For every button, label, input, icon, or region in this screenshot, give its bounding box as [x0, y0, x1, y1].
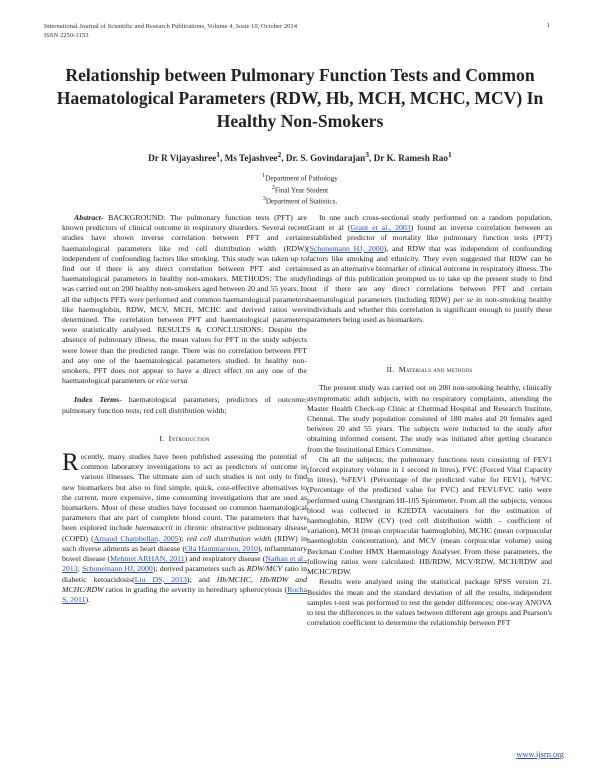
citation-link[interactable]: Mehmet ARHAN, 2011	[110, 554, 185, 564]
methods-paragraph: The present study was carried out on 200 non-smoking healthy, clinically asymptomatic adult subjects, with no respiratory complaints, attending the Master Health Check-up Clinic at Chettinad Hospital and Research Institute, Chennai. The study population consisted of 180 males and 20 females aged between 20 and 55 years. The subjects were inducted to the study after obtaining informed consent. The study was initiated after getting clearance from the Institutional Ethics Committee.	[307, 383, 552, 454]
right-column	[307, 213, 552, 628]
text-run: in chronic obstructive pulmonary disease (COPD) (	[62, 523, 307, 543]
text-run: ratio in diabetic ketoacidosis(	[62, 564, 307, 584]
text-run: (RDW) in such diverse ailments as heart disease (	[62, 533, 307, 553]
text-run: ratios in grading the severity in hereditary spherocytosis (	[103, 584, 288, 594]
citation-link[interactable]: Schunemann HJ, 2000	[309, 243, 384, 253]
author-sup: 2	[277, 150, 282, 159]
text-run: ), and RDW that was independent of confounding factors like smoking and ethnicity. They even suggested that RDW can be used as an alternative biomarker of clinical outcome in respiratory illness. The findings of this publication prompted us to take up the present study to find out if there are any direct correlations between PFT and certain haematological parameters (including RDW)	[307, 243, 552, 304]
author-name: Ms Tejashvee	[224, 153, 278, 164]
italic-term: RDW/MCV	[246, 564, 283, 574]
text-run: ).	[85, 594, 91, 604]
left-column	[62, 213, 307, 605]
paper-title: Relationship between Pulmonary Function Tests and Common Haematological Parameters (RDW, Hb, MCH, MCHC, MCV) In Healthy Non-Smokers	[56, 65, 544, 131]
journal-citation: International Journal of Scientific and Research Publications, Volume 4, Issue 10, October 2014	[44, 23, 298, 30]
author-sup: 1	[448, 150, 452, 159]
abstract-text: BACKGROUND: The pulmonary function tests (PFT) are known predictors of clinical outcome in respiratory disorders. Several recent studies have shown inverse correlation between PFT and certain haematological parameters like red cell distribution width (RDW) independent of confounding factors like smoking. This study was taken up to find out if there is any direct correlation between PFT and certain haematological parameters in healthy non-smokers. METHODS: The study was carried out on 200 healthy non-smokers aged between 20 and 55 years. In all the subjects PFTs were performed and common haematological parameters like haemoglobin, RDW, MCV, MCH, MCHC and derived ratios were determined. The correlation between PFT and haematological parameters were statistically analysed. RESULTS & CONCLUSIONS: Despite the absence of pulmonary illness, the mean values for PFT in the study subjects were lower than the predicted range. There was no correlation between PFT and any one of the haematological parameters studied. In healthy non-smokers, PFT does not appear to have a direct effect on any one of the haematological parameters or	[62, 213, 307, 386]
text-run: ), inflammatory bowel disease (	[62, 543, 307, 564]
text-run: in non-smoking healthy individuals and whether this correlation is significant enough to justify these parameters being used as biomarkers.	[307, 294, 552, 325]
methods-paragraph: On all the subjects, the pulmonary functions tests consisting of FEV1 (forced expiratory volume in 1 second in litres), FVC (Forced Vital Capacity in litres), %FEV1 (Percentage of the predicted value for FEV1), %FVC (Percentage of the predicted value for FVC) and FEV1/FVC ratio were performed using Chestgram HI-105 Spirometer. From all the subjects, venous blood was collected in K2EDTA vacutainers for the estimation of haemoglobin, RDW (CV) (red cell distribution width – coefficient of variation), MCH (mean corpuscular haemoglobin), MCHC (mean corpuscular haemoglobin concentration), and MCV (mean corpuscular volume) using Beckman Coulter HMX Haematology Analyser. From these parameters, the following ratios were calculated: HB/RDW, MCV/RDW, MCH/RDW and MCHC/RDW.	[307, 454, 552, 577]
abstract	[62, 213, 307, 386]
section-number: II.	[386, 365, 395, 375]
italic-term: red cell distribution width	[186, 533, 272, 543]
affiliation-text: Department of Pathology	[265, 174, 338, 183]
author-name: Dr. S. Govindarajan	[285, 153, 366, 164]
intro-paragraph	[62, 449, 307, 605]
citation-link[interactable]: Rocha S, 2011	[62, 584, 307, 604]
methods-paragraph: Results were analysed using the statistical package SPSS version 21. Besides the mean and the standard deviation of all the results, independent samples t-test was performed to test the gender differences; one-way ANOVA to test the differences in the values between different age groups and Pearson's correlation coefficient to determine the relationship between PFT	[307, 577, 552, 628]
index-terms	[62, 395, 307, 415]
section-title: Materials and methods	[398, 365, 473, 375]
citation-link[interactable]: Grant et al., 2003	[350, 223, 411, 233]
text-run: ); derived parameters such as	[152, 564, 247, 574]
affiliation	[40, 195, 560, 207]
text-run: In one such cross-sectional study performed on a random population, Grant et al (	[307, 213, 552, 233]
italic-term: haematocrit	[135, 523, 173, 533]
intro-continuation-paragraph	[307, 213, 552, 325]
text-run: ) and respiratory disease (	[184, 554, 266, 564]
index-terms-text: - haematological parameters; predictors of outcome; pulmonary function tests; red cell distribution width;	[62, 395, 307, 415]
affiliation-sup: 2	[271, 184, 275, 191]
citation-link[interactable]: Schunemann HJ, 2000	[81, 564, 153, 574]
text-run: );	[178, 533, 187, 543]
citation-link[interactable]: Arnaud Chambellan, 2005	[93, 533, 179, 543]
affiliation-text: Department of Statistics,	[265, 197, 338, 206]
text-run: ); and	[186, 574, 217, 584]
section-title: Introduction	[168, 433, 210, 443]
affiliations	[40, 172, 560, 207]
text-run: ;	[77, 564, 82, 574]
author-sup: 1	[216, 150, 221, 159]
text-run: ecently, many studies have been published assessing the potential of common laboratory investigations to act as predictors of outcome in various illnesses. The ultimate aim of such studies is not only to find new biomarkers but also to find simple, quick, cost-effective alternatives to the current, more expensive, time consuming investigations that are used as biomarkers. Most of these studies have focussed on common haematological parameters that are part of complete blood count. The parameters that have been explored include	[62, 452, 307, 533]
affiliation-sup: 1	[262, 173, 266, 179]
italic-term: per se	[453, 294, 474, 304]
journal-website-link[interactable]: www.ijsrp.org	[516, 750, 564, 759]
abstract-label: Abstract-	[74, 213, 104, 222]
section-heading-introduction	[62, 434, 307, 444]
affiliation	[40, 184, 560, 196]
section-number: I.	[159, 433, 165, 443]
affiliation-sup: 3	[262, 196, 266, 203]
index-terms-label: Index Terms	[74, 395, 120, 405]
citation-link[interactable]: Ola Hammarsten, 2010	[185, 543, 258, 553]
abstract-vice-versa: vice versa	[156, 376, 188, 386]
running-header	[44, 22, 297, 40]
author-sup: 3	[365, 150, 370, 159]
citation-link[interactable]: Nathan et al., 2013	[62, 554, 307, 574]
affiliation	[40, 172, 560, 184]
citation-link[interactable]: Liu DS, 2013	[134, 574, 187, 584]
italic-term: Hb/MCHC, Hb/RDW and MCHC/RDW	[62, 574, 307, 594]
drop-cap: R	[62, 449, 79, 477]
author-name: Dr R Vijayashree	[148, 153, 217, 164]
author-line: Dr R Vijayashree$^1$, Ms Tejashvee$^2$, Dr. S. Govindarajan$^3$, Dr K. Ramesh Rao$^1$	[148, 150, 452, 164]
affiliation-text: Final Year Student	[274, 185, 329, 194]
author-name: Dr K. Ramesh Rao	[373, 153, 448, 164]
page-number: 1	[546, 22, 550, 29]
text-run: ) found an inverse correlation between an established predictor of mortality like pulmonary function tests (PFT) (	[307, 223, 552, 253]
section-heading-methods	[307, 365, 552, 375]
issn: ISSN 2250-3153	[44, 32, 89, 39]
